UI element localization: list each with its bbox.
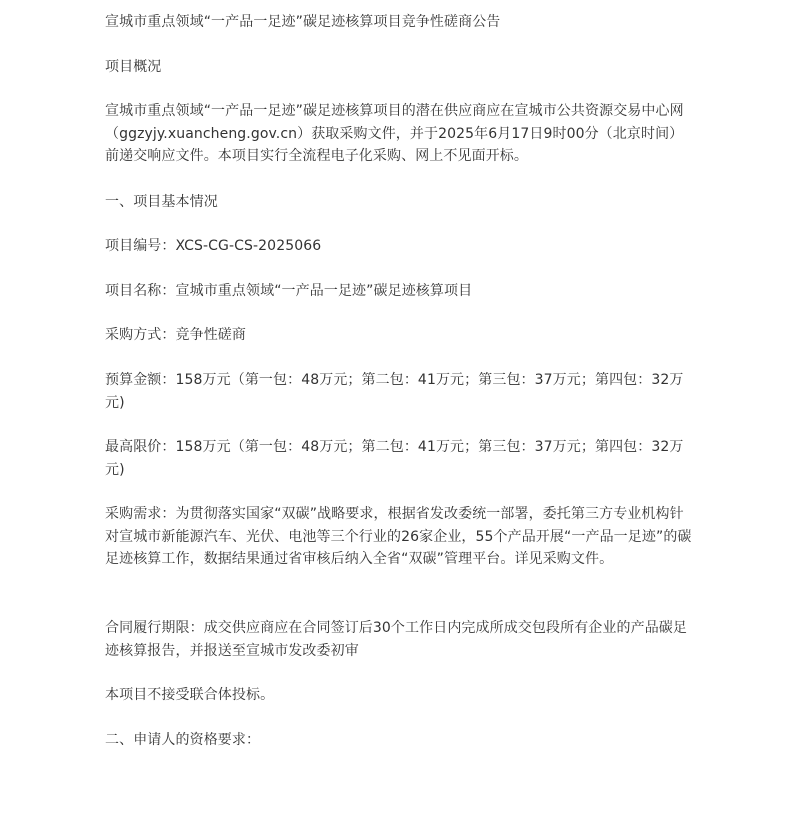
overview-heading: 项目概况	[105, 59, 162, 75]
contract-period: 合同履行期限：成交供应商应在合同签订后30个工作日内完成所成交包段所有企业的产品碳足迹核算报告，并报送至宣城市发改委初审	[105, 620, 688, 659]
budget-amount: 预算金额：158万元（第一包：48万元；第二包：41万元；第三包：37万元；第四包：32万元)	[105, 372, 684, 411]
max-price: 最高限价：158万元（第一包：48万元；第二包：41万元；第三包：37万元；第四包：32万元)	[105, 439, 684, 478]
consortium-notice: 本项目不接受联合体投标。	[105, 687, 275, 703]
section1-heading: 一、项目基本情况	[105, 194, 218, 210]
project-name: 项目名称：宣城市重点领域“一产品一足迹”碳足迹核算项目	[105, 283, 473, 299]
procurement-method: 采购方式：竞争性磋商	[105, 327, 246, 343]
procurement-requirements: 采购需求：为贯彻落实国家“双碳”战略要求，根据省发改委统一部署，委托第三方专业机构针对宣城市新能源汽车、光伏、电池等三个行业的26家企业，55个产品开展“一产品一足迹”的碳足迹核算工作，数据结果通过省审核后纳入全省“双碳”管理平台。详见采购文件。	[105, 506, 692, 567]
document-title: 宣城市重点领域“一产品一足迹”碳足迹核算项目竞争性磋商公告	[105, 14, 501, 30]
project-number: 项目编号：XCS-CG-CS-2025066	[105, 238, 322, 254]
overview-text: 宣城市重点领域“一产品一足迹”碳足迹核算项目的潜在供应商应在宣城市公共资源交易中心网（ggzyjy.xuancheng.gov.cn）获取采购文件，并于2025年6月17日9时00分（北京时间）前递交响应文件。本项目实行全流程电子化采购、网上不见面开标。	[105, 103, 684, 164]
section2-heading: 二、申请人的资格要求：	[105, 732, 261, 748]
